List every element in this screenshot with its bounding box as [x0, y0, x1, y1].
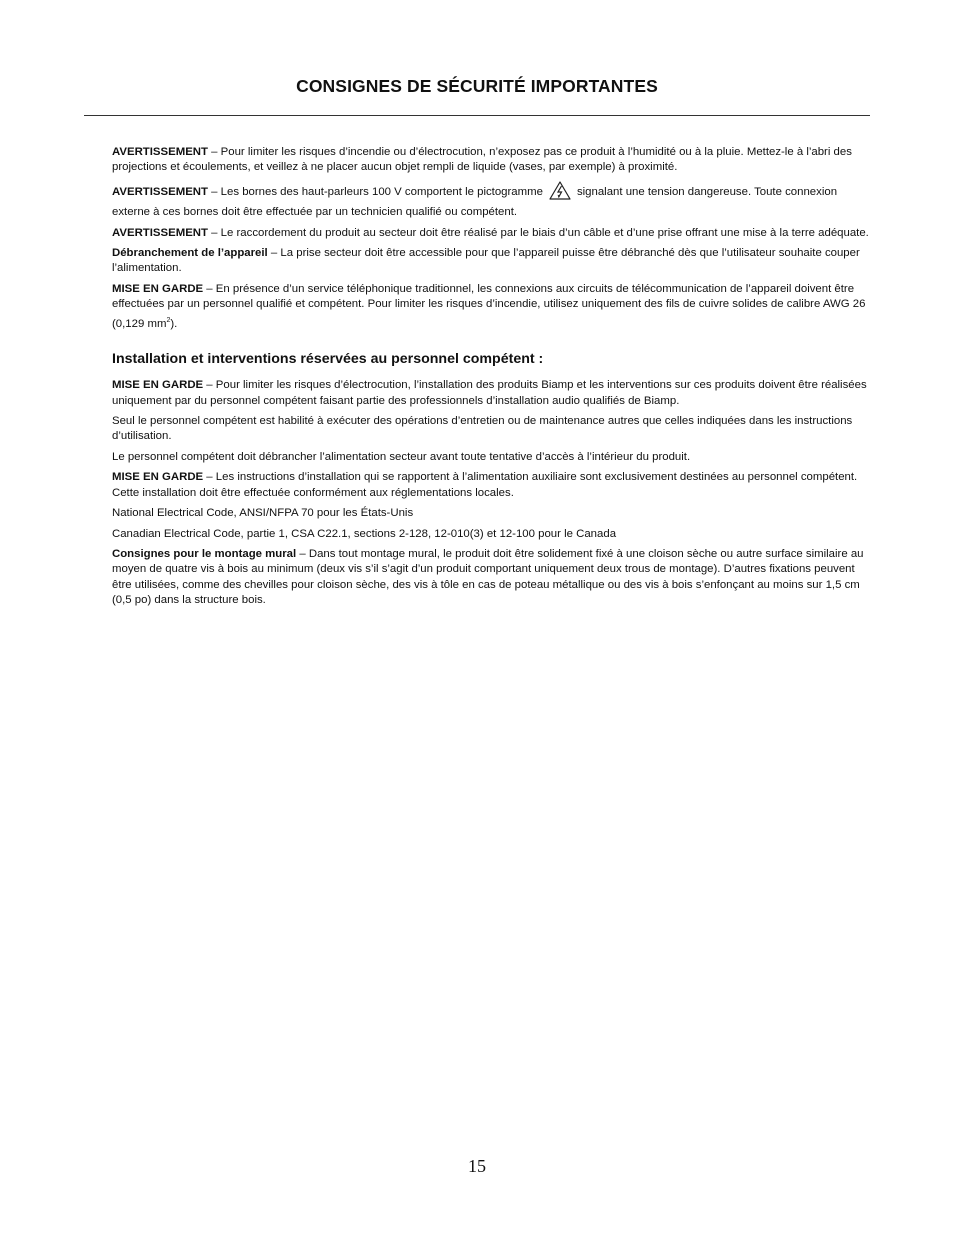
paragraph-label: AVERTISSEMENT	[112, 185, 208, 198]
paragraph-text: – Dans tout montage mural, le produit doit être solidement fixé à une cloison sèche ou autre surface similaire au moyen de quatre vis à bois au minimum (deux vis s’il s’agit d’un produit comportant uniquement deux trous de montage). D’autres fixations peuvent être utilisées, comme des chevilles pour cloison sèche, des vis à tôle en cas de poteau métallique ou des vis à bois s’enfonçant au moins sur 1,5 cm (0,5 po) dans la structure bois.	[112, 547, 864, 607]
electrical-hazard-warning-icon	[549, 181, 571, 205]
superscript: 2	[166, 316, 171, 324]
page-title: CONSIGNES DE SÉCURITÉ IMPORTANTES	[296, 76, 658, 96]
paragraph-text: – Les bornes des haut-parleurs 100 V comportent le pictogramme	[208, 185, 543, 198]
title-divider	[84, 115, 870, 116]
wall-mount-paragraph	[112, 547, 872, 609]
warning-paragraph-speaker-terminals	[112, 181, 872, 221]
paragraph-text: – Les instructions d’installation qui se rapportent à l’alimentation auxiliaire sont exclusivement destinées au personnel compétent. Cette installation doit être effectuée conformément aux réglementations locales.	[112, 471, 858, 499]
paragraph-label: Consignes pour le montage mural	[112, 547, 297, 560]
caution-paragraph-telecom	[112, 282, 872, 332]
code-reference-canada	[112, 527, 872, 542]
paragraph-label: Débranchement de l’appareil	[112, 247, 268, 260]
paragraph-text: – La prise secteur doit être accessible pour que l’appareil puisse être débranché dès que l’utilisateur souhaite couper l’alimentation.	[112, 247, 860, 275]
page-number: 15	[468, 1156, 486, 1176]
disconnect-power-paragraph	[112, 450, 872, 465]
warning-paragraph-grounding	[112, 226, 872, 241]
paragraph-text: Le personnel compétent doit débrancher l’alimentation secteur avant toute tentative d’accès à l’intérieur du produit.	[112, 450, 691, 463]
paragraph-label: AVERTISSEMENT	[112, 146, 208, 158]
paragraph-text: – Le raccordement du produit au secteur doit être réalisé par le biais d’un câble et d’une prise offrant une mise à la terre adéquate.	[208, 226, 869, 239]
section-heading: Installation et interventions réservées au personnel compétent :	[112, 350, 544, 367]
paragraph-text: – Pour limiter les risques d’électrocution, l’installation des produits Biamp et les interventions sur ces produits doivent être réalisées uniquement par du personnel compétent faisant partie des professionnels d’installation audio qualifiés de Biamp.	[112, 379, 867, 407]
paragraph-label: MISE EN GARDE	[112, 379, 204, 392]
paragraph-label: AVERTISSEMENT	[112, 226, 208, 239]
paragraph-text-end: ).	[170, 317, 178, 330]
paragraph-text: – En présence d’un service téléphonique traditionnel, les connexions aux circuits de télécommunication de l’appareil doivent être effectuées par un personnel qualifié et compétent. Pour limiter les risques d’incendie, utilisez uniquement des fils de cuivre solides de calibre AWG 26 (0,129 mm	[112, 282, 866, 330]
document-body	[112, 145, 872, 614]
code-reference-us	[112, 506, 872, 521]
warning-paragraph-humidity	[112, 145, 872, 176]
paragraph-label: MISE EN GARDE	[112, 282, 204, 295]
paragraph-text: – Pour limiter les risques d’incendie ou d’électrocution, n’exposez pas ce produit à l’humidité ou à la pluie. Mettez-le à l’abri des projections et écoulements, et veillez à ne placer aucun objet rempli de liquide (vases, par exemple) à proximité.	[112, 146, 852, 174]
paragraph-text: Seul le personnel compétent est habilité à exécuter des opérations d’entretien ou de maintenance autres que celles indiquées dans les instructions d’utilisation.	[112, 415, 853, 443]
maintenance-paragraph	[112, 414, 872, 445]
disconnect-paragraph	[112, 246, 872, 277]
paragraph-label: MISE EN GARDE	[112, 471, 204, 484]
paragraph-text: National Electrical Code, ANSI/NFPA 70 pour les États-Unis	[112, 507, 414, 520]
paragraph-text: signalant une tension dangereuse. Toute connexion externe à ces bornes doit être effectuée par un technicien qualifié ou compétent.	[112, 185, 838, 219]
caution-paragraph-auxiliary-power	[112, 470, 872, 501]
paragraph-text: Canadian Electrical Code, partie 1, CSA C22.1, sections 2-128, 12-010(3) et 12-100 pour le Canada	[112, 527, 617, 540]
caution-paragraph-installation	[112, 378, 872, 409]
